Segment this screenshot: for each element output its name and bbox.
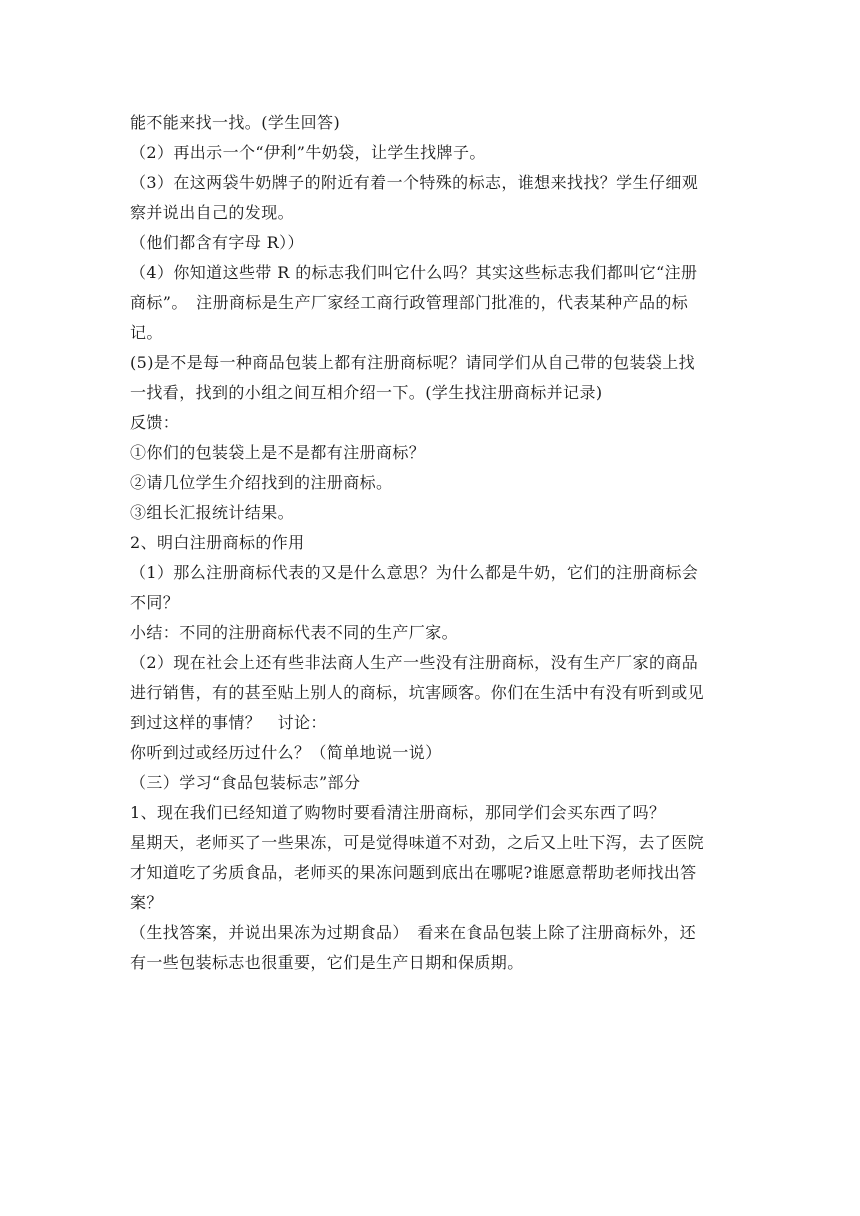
text-line: (5)是不是每一种商品包装上都有注册商标呢？请同学们从自己带的包装袋上找	[130, 353, 696, 372]
text-line: （2）再出示一个“伊利”牛奶袋，让学生找牌子。	[130, 143, 486, 162]
text-line: 不同？	[130, 593, 180, 612]
text-line: 2、明白注册商标的作用	[130, 533, 305, 552]
document-body	[130, 108, 740, 978]
text-line: 能不能来找一找。(学生回答)	[130, 113, 341, 132]
text-line: ①你们的包装袋上是不是都有注册商标？	[130, 443, 426, 462]
text-line: （他们都含有字母 R））	[130, 233, 304, 252]
text-line: 察并说出自己的发现。	[130, 203, 295, 222]
text-line: （生找答案，并说出果冻为过期食品） 看来在食品包装上除了注册商标外，还	[130, 923, 697, 942]
text-line: 你听到过或经历过什么？（简单地说一说）	[130, 743, 442, 762]
text-line: 小结：不同的注册商标代表不同的生产厂家。	[130, 623, 459, 642]
text-line: 到过这样的事情？ 讨论：	[130, 713, 327, 732]
text-line: ②请几位学生介绍找到的注册商标。	[130, 473, 393, 492]
text-line: （3）在这两袋牛奶牌子的附近有着一个特殊的标志，谁想来找找？学生仔细观	[130, 173, 699, 192]
text-line: 才知道吃了劣质食品，老师买的果冻问题到底出在哪呢?谁愿意帮助老师找出答	[130, 863, 697, 882]
text-line: （三）学习“食品包装标志”部分	[130, 773, 361, 792]
text-line: 1、现在我们已经知道了购物时要看清注册商标，那同学们会买东西了吗？	[130, 803, 666, 822]
text-line: 反馈：	[130, 413, 180, 432]
text-line: （1）那么注册商标代表的又是什么意思？为什么都是牛奶，它们的注册商标会	[130, 563, 699, 582]
text-line: 案？	[130, 893, 163, 912]
text-line: 商标”。 注册商标是生产厂家经工商行政管理部门批准的，代表某种产品的标	[130, 293, 689, 312]
text-line: 有一些包装标志也很重要，它们是生产日期和保质期。	[130, 953, 524, 972]
text-line: ③组长汇报统计结果。	[130, 503, 295, 522]
text-line: 一找看，找到的小组之间互相介绍一下。(学生找注册商标并记录)	[130, 383, 603, 402]
text-line: （4）你知道这些带 R 的标志我们叫它什么吗？其实这些标志我们都叫它“注册	[130, 263, 698, 282]
text-line: （2）现在社会上还有些非法商人生产一些没有注册商标，没有生产厂家的商品	[130, 653, 699, 672]
text-line: 记。	[130, 323, 163, 342]
text-line: 星期天，老师买了一些果冻，可是觉得味道不对劲，之后又上吐下泻，去了医院	[130, 833, 705, 852]
text-line: 进行销售，有的甚至贴上别人的商标，坑害顾客。你们在生活中有没有听到或见	[130, 683, 705, 702]
